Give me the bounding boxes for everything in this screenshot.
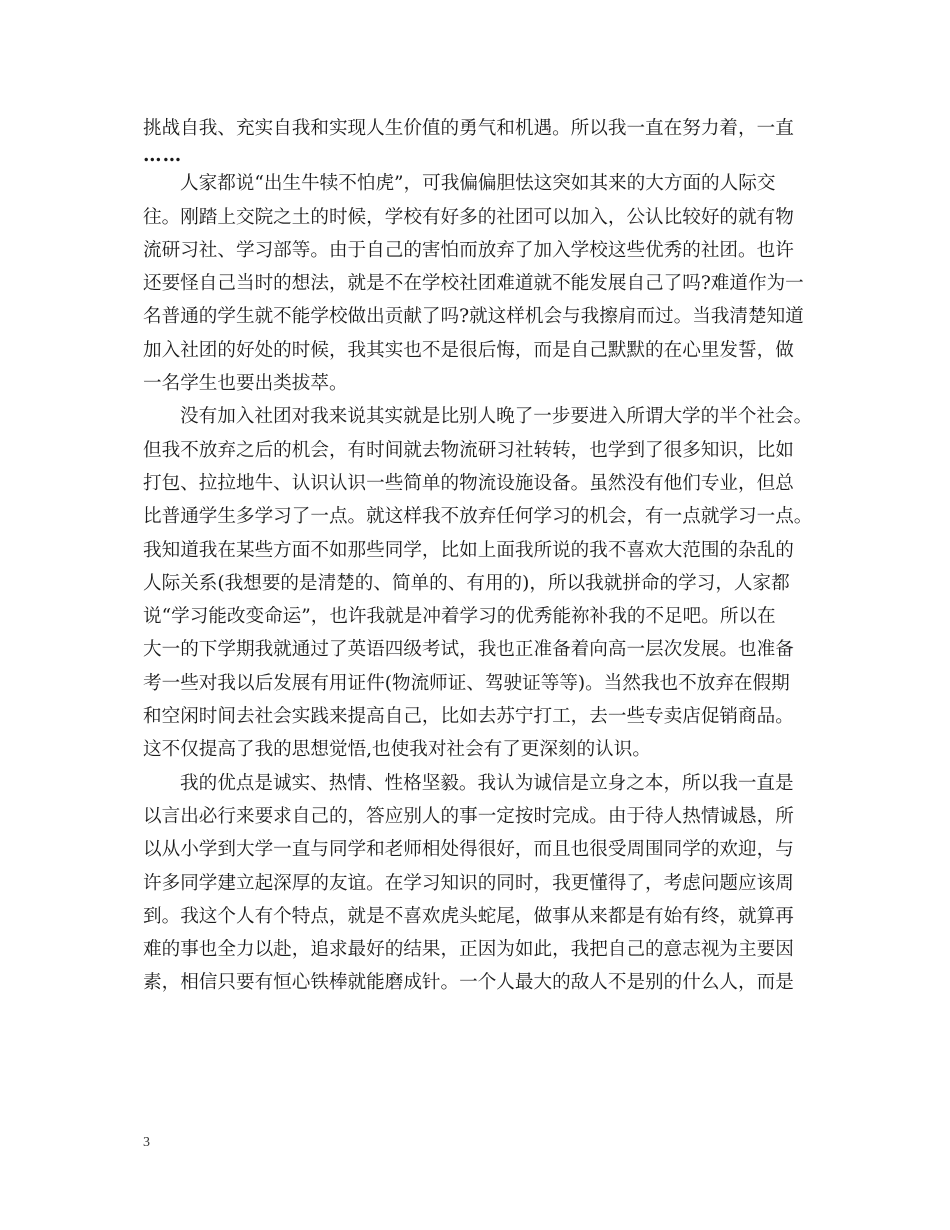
- text-line: 还要怪自己当时的想法，就是不在学校社团难道就不能发展自己了吗?难道作为一: [143, 273, 804, 295]
- text-line: 没有加入社团对我来说其实就是比别人晚了一步要进入所谓大学的半个社会。: [180, 406, 813, 428]
- text-line: 比普通学生多学习了一点。就这样我不放弃任何学习的机会，有一点就学习一点。: [143, 506, 813, 528]
- text-line: 挑战自我、充实自我和实现人生价值的勇气和机遇。所以我一直在努力着，一直: [143, 118, 794, 139]
- text-line: 难的事也全力以赴，追求最好的结果，正因为如此，我把自己的意志视为主要因: [143, 939, 794, 961]
- text-line: 往。刚踏上交院之土的时候，学校有好多的社团可以加入，公认比较好的就有物: [143, 206, 794, 228]
- text-line: 但我不放弃之后的机会，有时间就去物流研习社转转，也学到了很多知识，比如: [143, 439, 794, 461]
- text-line: 一名学生也要出类拔萃。: [143, 373, 348, 395]
- text-line: 打包、拉拉地牛、认识认识一些简单的物流设施设备。虽然没有他们专业，但总: [143, 472, 794, 494]
- text-line: 我的优点是诚实、热情、性格坚毅。我认为诚信是立身之本，所以我一直是: [180, 772, 794, 794]
- text-line: 许多同学建立起深厚的友谊。在学习知识的同时，我更懂得了，考虑问题应该周: [143, 872, 794, 894]
- text-line: 以从小学到大学一直与同学和老师相处得很好，而且也很受周围同学的欢迎，与: [143, 839, 794, 861]
- text-line: 和空闲时间去社会实践来提高自己，比如去苏宁打工，去一些专卖店促销商品。: [143, 706, 794, 728]
- text-line: 素，相信只要有恒心铁棒就能磨成针。一个人最大的敌人不是别的什么人，而是: [143, 972, 794, 994]
- text-line: 大一的下学期我就通过了英语四级考试，我也正准备着向高一层次发展。也准备: [143, 639, 794, 661]
- page-number: 3: [143, 1135, 150, 1150]
- text-line: 这不仅提高了我的思想觉悟,也使我对社会有了更深刻的认识。: [143, 739, 651, 761]
- text-line: ……: [143, 145, 183, 167]
- text-line: 人家都说“出生牛犊不怕虎”，可我偏偏胆怯这突如其来的大方面的人际交: [180, 173, 776, 195]
- text-line: 到。我这个人有个特点，就是不喜欢虎头蛇尾，做事从来都是有始有终，就算再: [143, 905, 794, 927]
- text-line: 以言出必行来要求自己的，答应别人的事一定按时完成。由于待人热情诚恳，所: [143, 805, 794, 827]
- text-line: 考一些对我以后发展有用证件(物流师证、驾驶证等等)。当然我也不放弃在假期: [143, 672, 790, 694]
- text-line: 我知道我在某些方面不如那些同学，比如上面我所说的我不喜欢大范围的杂乱的: [143, 539, 794, 561]
- text-line: 流研习社、学习部等。由于自己的害怕而放弃了加入学校这些优秀的社团。也许: [143, 239, 794, 261]
- text-line: 加入社团的好处的时候，我其实也不是很后悔，而是自己默默的在心里发誓，做: [143, 339, 794, 361]
- text-line: 名普通的学生就不能学校做出贡献了吗?就这样机会与我擦肩而过。当我清楚知道: [143, 306, 804, 328]
- body-text: [143, 112, 823, 1000]
- text-line: 说“学习能改变命运”，也许我就是冲着学习的优秀能祢补我的不足吧。所以在: [143, 606, 776, 628]
- text-line: 人际关系(我想要的是清楚的、简单的、有用的)，所以我就拼命的学习，人家都: [143, 572, 790, 594]
